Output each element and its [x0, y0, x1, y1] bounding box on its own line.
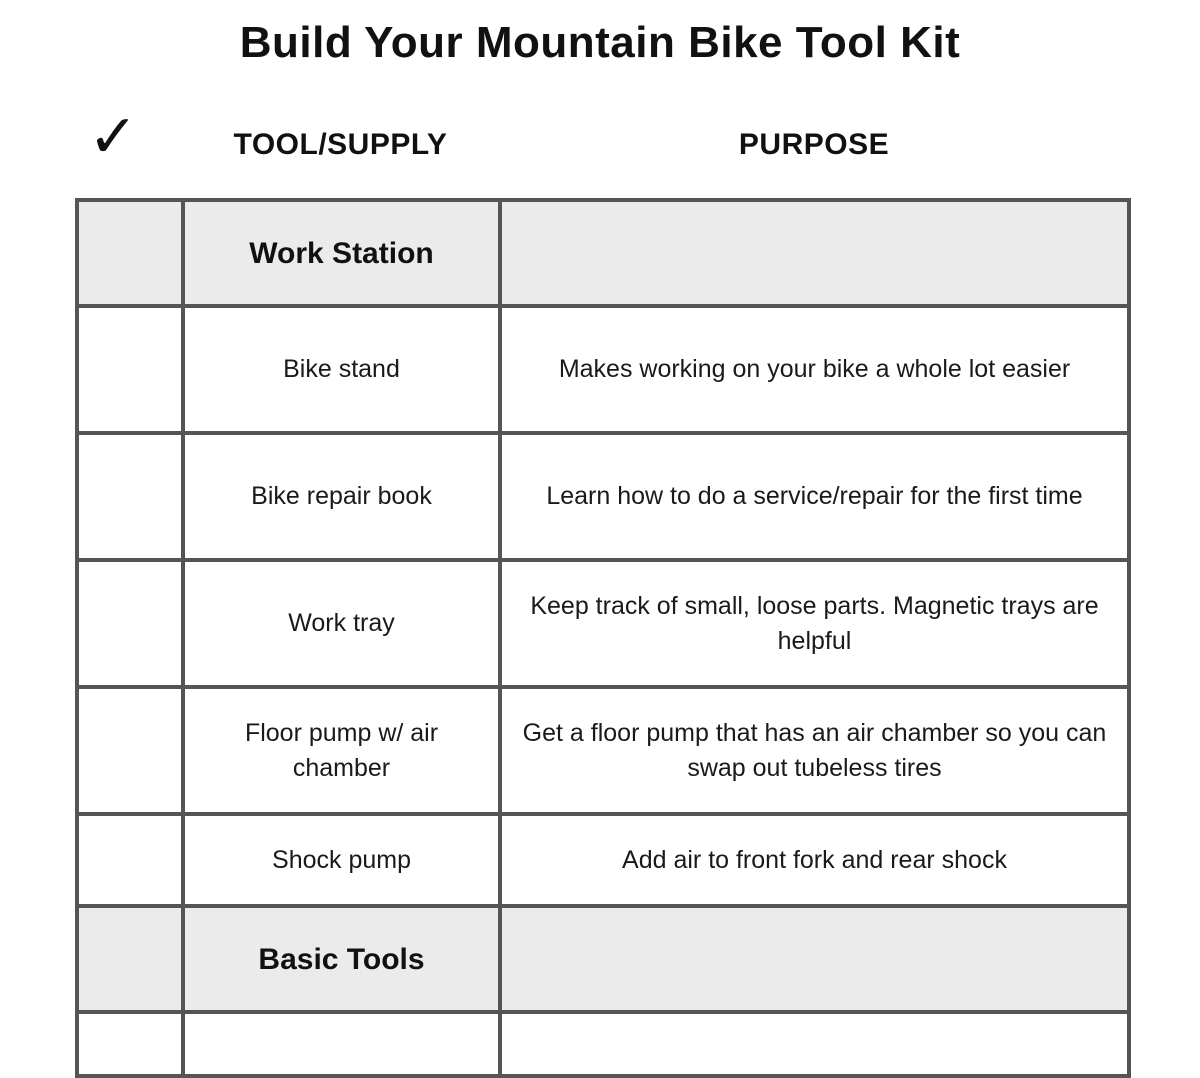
purpose-cell: Learn how to do a service/repair for the first time — [500, 433, 1129, 560]
section-label: Work Station — [183, 200, 500, 306]
table-row — [77, 560, 1129, 687]
purpose-cell — [500, 1012, 1129, 1076]
section-row-work-station — [77, 200, 1129, 306]
page-title: Build Your Mountain Bike Tool Kit — [239, 18, 961, 67]
purpose-column-header: PURPOSE — [738, 128, 890, 161]
checkmark-icon: ✓ — [88, 102, 139, 172]
table-row — [77, 1012, 1129, 1076]
table-row — [77, 687, 1129, 814]
tool-kit-table — [75, 198, 1131, 1078]
table-row — [77, 433, 1129, 560]
section-purpose-cell — [500, 200, 1129, 306]
section-label: Basic Tools — [183, 906, 500, 1012]
tool-cell: Bike stand — [183, 306, 500, 433]
check-cell[interactable] — [77, 1012, 183, 1076]
check-cell[interactable] — [77, 814, 183, 906]
check-cell[interactable] — [77, 687, 183, 814]
purpose-cell: Makes working on your bike a whole lot easier — [500, 306, 1129, 433]
tool-column-header: TOOL/SUPPLY — [233, 128, 448, 161]
tool-cell: Shock pump — [183, 814, 500, 906]
purpose-cell: Add air to front fork and rear shock — [500, 814, 1129, 906]
section-row-basic-tools — [77, 906, 1129, 1012]
tool-cell: Work tray — [183, 560, 500, 687]
check-cell[interactable] — [77, 306, 183, 433]
purpose-cell: Get a floor pump that has an air chamber so you can swap out tubeless tires — [500, 687, 1129, 814]
check-cell[interactable] — [77, 560, 183, 687]
section-check-cell — [77, 906, 183, 1012]
table-row — [77, 306, 1129, 433]
tool-cell: Floor pump w/ air chamber — [183, 687, 500, 814]
check-cell[interactable] — [77, 433, 183, 560]
tool-cell: Bike repair book — [183, 433, 500, 560]
column-header-row — [0, 100, 1200, 190]
table-row — [77, 814, 1129, 906]
section-check-cell — [77, 200, 183, 306]
tool-cell — [183, 1012, 500, 1076]
section-purpose-cell — [500, 906, 1129, 1012]
purpose-cell: Keep track of small, loose parts. Magnetic trays are helpful — [500, 560, 1129, 687]
